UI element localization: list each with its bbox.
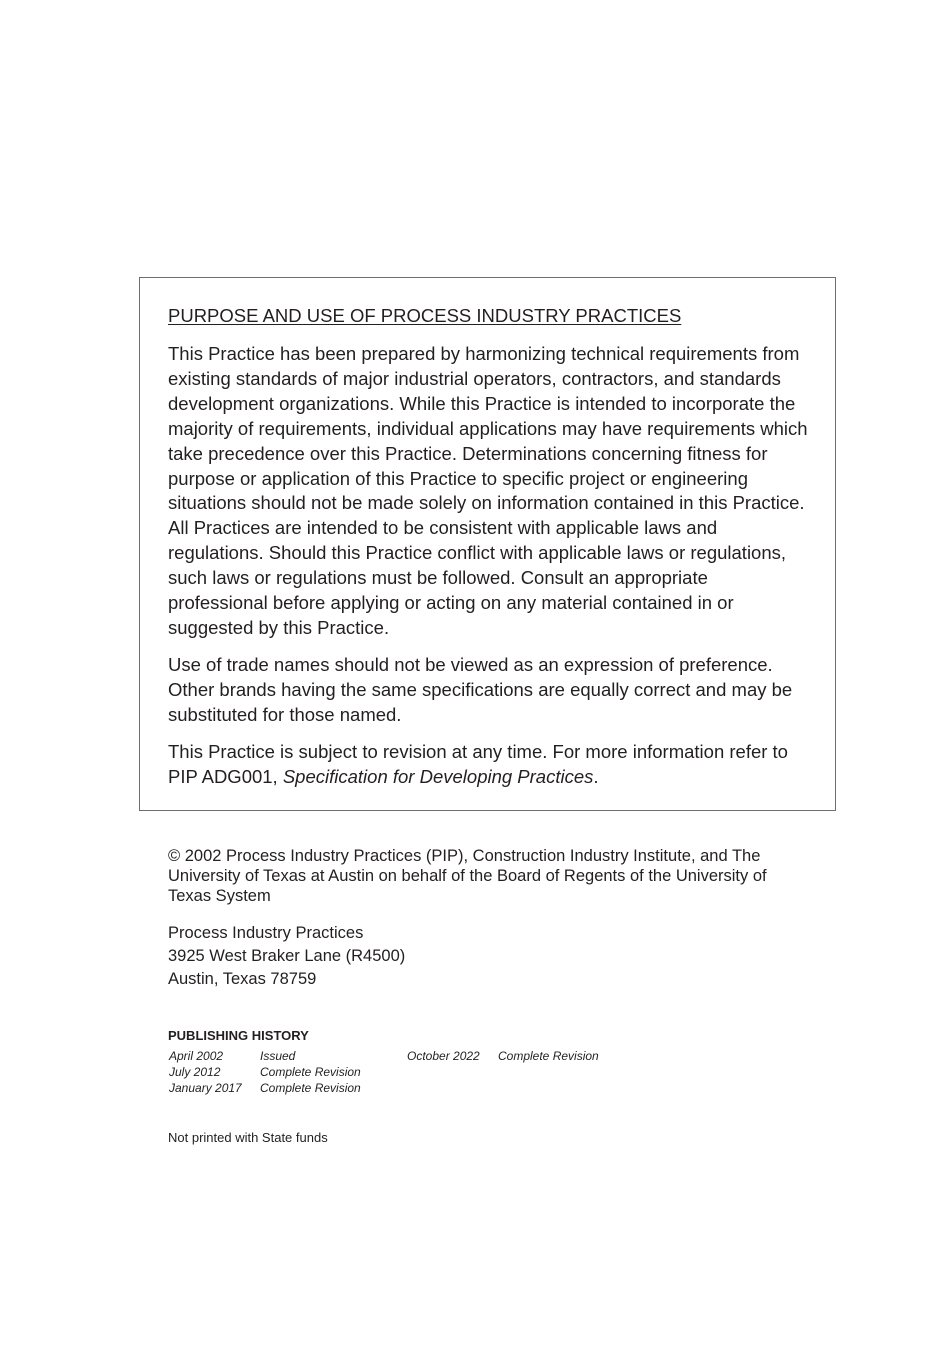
history-date: January 2017: [169, 1081, 242, 1095]
publisher-name: Process Industry Practices: [168, 924, 364, 942]
copyright-notice: © 2002 Process Industry Practices (PIP), Construction Industry Institute, and The University of Texas at Austin on behalf of the Board of Regents of the University of Texas System: [168, 847, 767, 905]
history-action: Issued: [260, 1049, 296, 1063]
history-action: Complete Revision: [260, 1081, 361, 1095]
revision-note-text: This Practice is subject to revision at any time. For more information refer to PIP ADG001,: [168, 740, 788, 787]
purpose-title: PURPOSE AND USE OF PROCESS INDUSTRY PRACTICES: [168, 305, 682, 326]
history-action: Complete Revision: [260, 1065, 361, 1079]
history-action: Complete Revision: [498, 1049, 599, 1063]
history-date: April 2002: [169, 1049, 224, 1063]
purpose-box: [139, 277, 836, 811]
publisher-city: Austin, Texas 78759: [168, 970, 317, 988]
revision-note-end: .: [593, 765, 599, 787]
purpose-paragraph-2: Use of trade names should not be viewed as an expression of preference. Other brands having the same specifications are equally correct and may be substituted for those named.: [168, 653, 793, 725]
funding-footnote: Not printed with State funds: [168, 1130, 328, 1145]
history-date: July 2012: [169, 1065, 221, 1079]
purpose-paragraph-1: This Practice has been prepared by harmonizing technical requirements from existing standards of major industrial operators, contractors, and standards development organizations. While this Practice is intended to incorporate the majority of requirements, individual applications may have requirements which take precedence over this Practice. Determinations concerning fitness for purpose or application of this Practice to specific project or engineering situations should not be made solely on information contained in this Practice. All Practices are intended to be consistent with applicable laws and regulations. Should this Practice conflict with applicable laws or regulations, such laws or regulations must be followed. Consult an appropriate professional before applying or acting on any material contained in or suggested by this Practice.: [168, 343, 808, 638]
purpose-paragraph-3: [168, 740, 808, 790]
history-date: October 2022: [407, 1049, 480, 1063]
publisher-address: [168, 922, 405, 991]
publishing-history-heading: PUBLISHING HISTORY: [168, 1028, 309, 1043]
spec-document-title: Specification for Developing Practices: [282, 765, 594, 787]
publisher-street: 3925 West Braker Lane (R4500): [168, 947, 406, 965]
